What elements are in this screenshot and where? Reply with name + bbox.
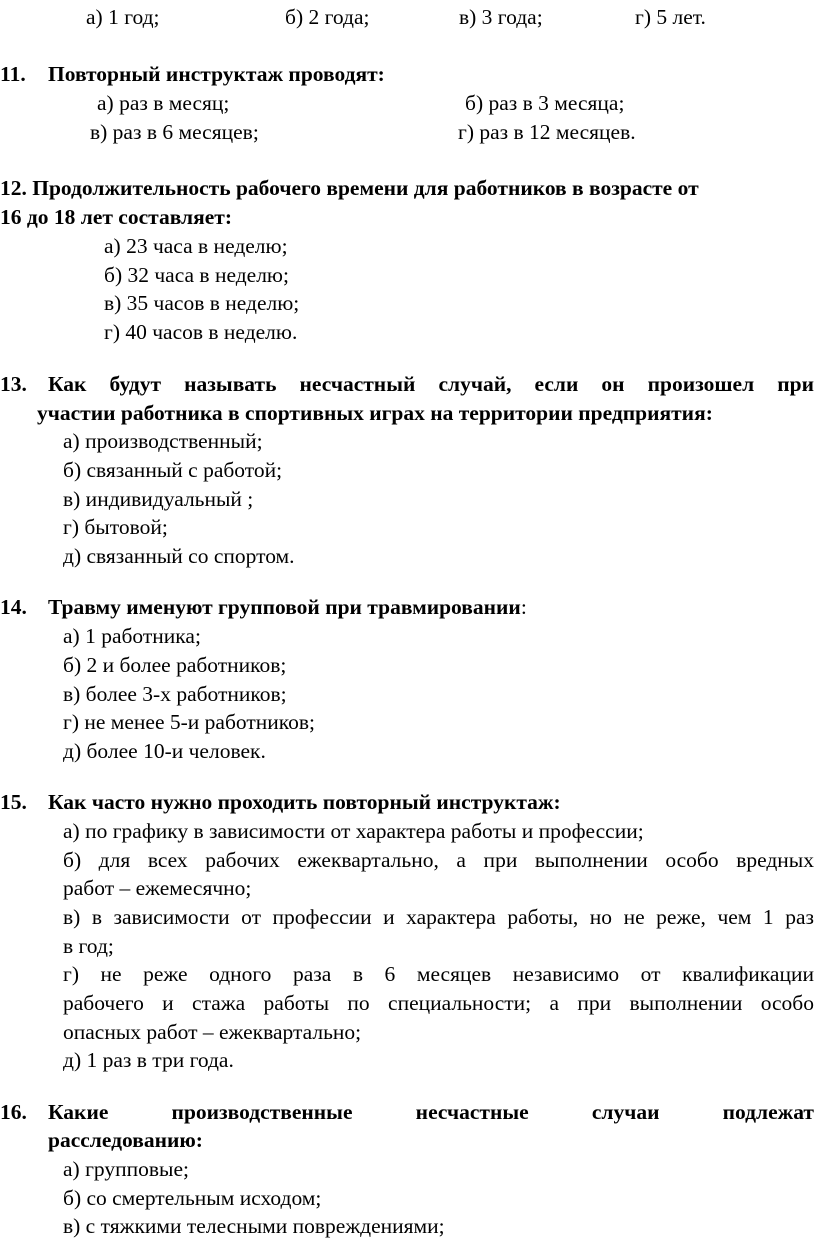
q15-number: 15. xyxy=(0,790,27,814)
q12-option-b: б) 32 часа в неделю; xyxy=(104,263,289,287)
q16-number: 16. xyxy=(0,1100,27,1124)
q10-option-c: в) 3 года; xyxy=(459,5,543,29)
q13-option-e: д) связанный со спортом. xyxy=(63,544,295,568)
q12-question-line1: 12. Продолжительность рабочего времени для работников в возрасте от xyxy=(0,176,699,200)
q14-question-text: Травму именуют групповой при травмировании xyxy=(48,595,521,619)
q15-option-b-line1: б) для всех рабочих ежеквартально, а при выполнении особо вредных xyxy=(63,848,814,872)
q14-question xyxy=(48,593,527,622)
q13-option-b: б) связанный с работой; xyxy=(63,458,283,482)
q14-option-d: г) не менее 5-и работников; xyxy=(63,710,316,734)
q11-option-c: в) раз в 6 месяцев; xyxy=(90,120,259,144)
q12-option-c: в) 35 часов в неделю; xyxy=(104,291,300,315)
q14-question-colon: : xyxy=(520,595,527,619)
q11-option-a: а) раз в месяц; xyxy=(97,91,230,115)
q13-question-line1: Как будут называть несчастный случай, если он произошел при xyxy=(48,372,814,396)
q16-question-line1: Какие производственные несчастные случаи подлежат xyxy=(48,1100,814,1124)
q13-number: 13. xyxy=(0,372,27,396)
q15-option-d-line1: г) не реже одного раза в 6 месяцев независимо от квалификации xyxy=(63,962,814,986)
q15-option-a: а) по графику в зависимости от характера работы и профессии; xyxy=(63,819,644,843)
q11-option-b: б) раз в 3 месяца; xyxy=(465,91,625,115)
q16-question-line2: расследованию: xyxy=(48,1128,203,1152)
q13-option-d: г) бытовой; xyxy=(63,515,168,539)
q14-option-b: б) 2 и более работников; xyxy=(63,653,287,677)
q15-option-d-line2: рабочего и стажа работы по специальности; а при выполнении особо xyxy=(63,991,814,1015)
q15-question: Как часто нужно проходить повторный инструктаж: xyxy=(48,790,561,814)
q10-option-d: г) 5 лет. xyxy=(635,5,706,29)
q14-option-a: а) 1 работника; xyxy=(63,624,201,648)
q12-option-a: а) 23 часа в неделю; xyxy=(104,234,288,258)
q14-option-c: в) более 3-х работников; xyxy=(63,682,287,706)
q11-option-d: г) раз в 12 месяцев. xyxy=(458,120,636,144)
q12-question-line2: 16 до 18 лет составляет: xyxy=(0,205,232,229)
q11-question: Повторный инструктаж проводят: xyxy=(48,62,385,86)
q11-number: 11. xyxy=(0,62,26,86)
q16-option-c: в) с тяжкими телесными повреждениями; xyxy=(63,1214,445,1238)
q10-option-a: а) 1 год; xyxy=(86,5,160,29)
q14-option-e: д) более 10-и человек. xyxy=(63,739,266,763)
q16-option-a: а) групповые; xyxy=(63,1157,189,1181)
q15-option-b-line2: работ – ежемесячно; xyxy=(63,876,252,900)
q13-option-c: в) индивидуальный ; xyxy=(63,487,254,511)
q13-question-line2: участии работника в спортивных играх на территории предприятия: xyxy=(37,401,713,425)
q15-option-d-line3: опасных работ – ежеквартально; xyxy=(63,1020,362,1044)
q15-option-c-line2: в год; xyxy=(63,934,114,958)
q16-option-b: б) со смертельным исходом; xyxy=(63,1186,322,1210)
q14-number: 14. xyxy=(0,595,27,619)
q13-option-a: а) производственный; xyxy=(63,429,263,453)
q15-option-e: д) 1 раз в три года. xyxy=(63,1048,234,1072)
q10-option-b: б) 2 года; xyxy=(285,5,370,29)
q15-option-c-line1: в) в зависимости от профессии и характера работы, но не реже, чем 1 раз xyxy=(63,905,814,929)
q12-option-d: г) 40 часов в неделю. xyxy=(104,320,298,344)
